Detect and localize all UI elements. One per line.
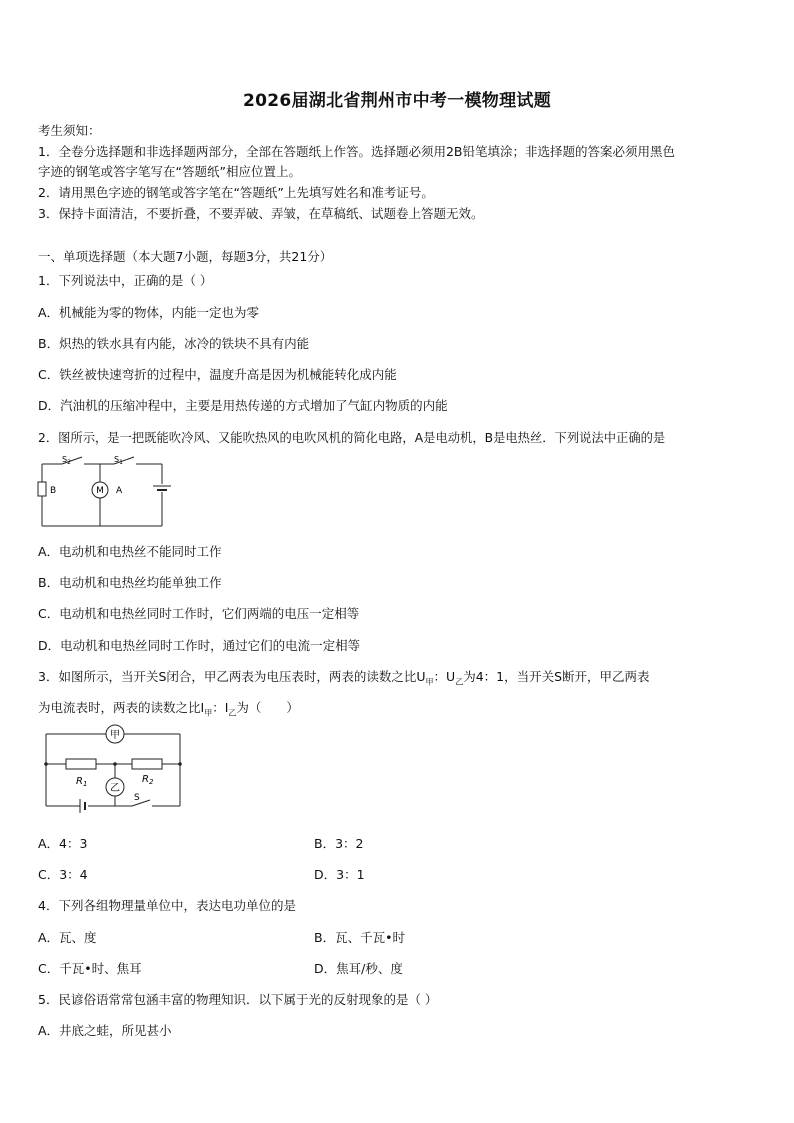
question-4-option-b: B．瓦、千瓦•时 (314, 930, 405, 945)
switch-s-label: S (134, 793, 140, 803)
question-1-option-d: D．汽油机的压缩冲程中，主要是用热传递的方式增加了气缸内物质的内能 (38, 398, 448, 413)
question-4-stem: 4．下列各组物理量单位中，表达电功单位的是 (38, 898, 296, 913)
question-3-stem-line-2: 为电流表时，两表的读数之比$I_甲$：$I_乙$为（ ） (38, 700, 299, 718)
question-3-option-c: C．3：4 (38, 867, 88, 882)
question-4-option-a: A．瓦、度 (38, 930, 97, 945)
resistor-r1-label: $R_1$ (76, 776, 88, 788)
question-5-option-a: A．井底之蛙，所见甚小 (38, 1023, 172, 1038)
question-1-option-b: B．炽热的铁水具有内能，冰冷的铁块不具有内能 (38, 336, 310, 351)
question-2-option-d: D．电动机和电热丝同时工作时，通过它们的电流一定相等 (38, 638, 361, 653)
page-title: 2026届湖北省荆州市中考一模物理试题 (242, 91, 551, 111)
question-4-option-c: C．千瓦•时、焦耳 (38, 961, 142, 976)
question-4-option-d: D．焦耳/秒、度 (314, 961, 403, 976)
notice-heading: 考生须知： (38, 123, 101, 138)
heater-b-label: B (50, 486, 57, 496)
hair-dryer-circuit-diagram (36, 454, 176, 534)
question-5-stem: 5．民谚俗语常常包涵丰富的物理知识．以下属于光的反射现象的是（ ） (38, 992, 438, 1007)
motor-a-label: A (116, 486, 123, 496)
meter-circuit-diagram (40, 724, 190, 814)
question-3-stem-line-1: 3．如图所示，当开关S闭合，甲乙两表为电压表时，两表的读数之比$U_甲$：$U_乙$为4：1，当开关S断开，甲乙两表 (38, 669, 650, 687)
notice-item: 字迹的钢笔或答字笔写在“答题纸”相应位置上。 (38, 164, 301, 179)
notice-item: 2．请用黑色字迹的钢笔或答字笔在“答题纸”上先填写姓名和准考证号。 (38, 185, 434, 200)
notice-item: 3．保持卡面清洁，不要折叠，不要弄破、弄皱，在草稿纸、试题卷上答题无效。 (38, 206, 484, 221)
switch-s1-label: $S_1$ (114, 455, 123, 466)
question-2-stem: 2．图所示，是一把既能吹冷风、又能吹热风的电吹风机的简化电路，A是电动机，B是电热丝．下列说法中正确的是 (38, 431, 666, 445)
meter-yi-label: 乙 (110, 783, 120, 794)
switch-s2-label: $S_2$ (62, 455, 71, 466)
question-3-option-a: A．4：3 (38, 836, 88, 851)
question-2-option-a: A．电动机和电热丝不能同时工作 (38, 544, 222, 559)
notice-item: 1．全卷分选择题和非选择题两部分，全部在答题纸上作答。选择题必须用2B铅笔填涂；非选择题的答案必须用黑色 (38, 144, 675, 159)
motor-m-symbol: M (96, 486, 104, 496)
question-2-option-b: B．电动机和电热丝均能单独工作 (38, 575, 222, 590)
question-1-stem: 1．下列说法中，正确的是（ ） (38, 273, 213, 288)
meter-jia-label: 甲 (110, 730, 120, 741)
resistor-r2-label: $R_2$ (142, 774, 154, 786)
question-1-option-a: A．机械能为零的物体，内能一定也为零 (38, 305, 260, 320)
question-3-option-d: D．3：1 (314, 867, 365, 882)
question-3-option-b: B．3：2 (314, 836, 364, 851)
question-1-option-c: C．铁丝被快速弯折的过程中，温度升高是因为机械能转化成内能 (38, 367, 397, 382)
section-heading: 一、单项选择题（本大题7小题，每题3分，共21分） (38, 249, 333, 264)
question-2-option-c: C．电动机和电热丝同时工作时，它们两端的电压一定相等 (38, 606, 360, 621)
